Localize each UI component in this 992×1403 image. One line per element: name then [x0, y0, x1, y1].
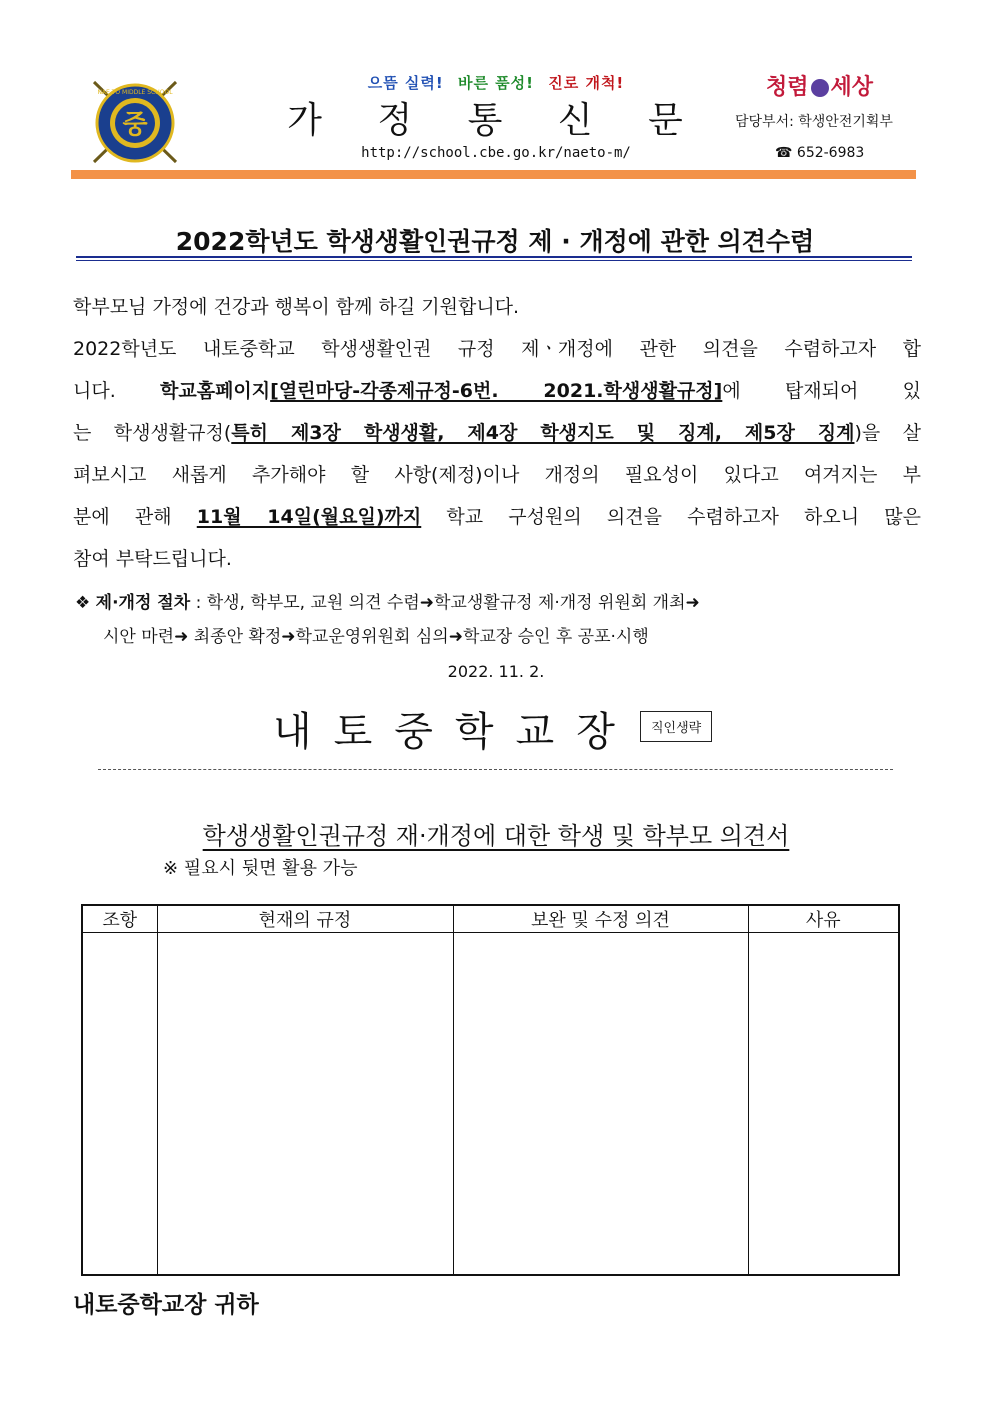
document-title: 2022학년도 학생생활인권규정 제 · 개정에 관한 의견수렴	[175, 227, 815, 256]
opinion-form-title: 학생생활인권규정 재·개정에 대한 학생 및 학부모 의견서	[202, 822, 790, 850]
body-line-3: 니다. 학교홈페이지[열린마당-각종제규정-6번. 2021.학생생활규정]에 탑재되어 있	[73, 380, 921, 402]
slogan-3: 진로 개척!	[548, 74, 625, 92]
body-line-7: 참여 부탁드립니다.	[73, 548, 232, 570]
cut-line	[98, 769, 893, 770]
cell-current-rule-input[interactable]	[157, 933, 453, 1276]
bullet-icon: ❖	[75, 593, 91, 613]
emblem-char: 중	[122, 110, 148, 140]
procedure-line-1: ❖ 제·개정 절차 : 학생, 학부모, 교원 의견 수렴➜학교생활규정 제·개정 위원회 개최➜	[75, 593, 700, 613]
col-article: 조항	[82, 905, 157, 933]
phone-info	[775, 145, 864, 161]
cell-revision-opinion-input[interactable]	[453, 933, 748, 1276]
chapters-highlight: 특히 제3장 학생생활, 제4장 학생지도 및 징계, 제5장 징계	[231, 422, 855, 444]
phone-icon: ☎	[775, 145, 793, 161]
body-line-1: 학부모님 가정에 건강과 행복이 함께 하길 기원합니다.	[73, 296, 520, 318]
school-slogan	[250, 72, 742, 93]
title-underline-thin	[76, 260, 912, 261]
body-text	[73, 286, 921, 580]
addressee: 내토중학교장 귀하	[73, 1292, 259, 1318]
body-line-2: 2022학년도 내토중학교 학생생활인권 규정 제ㆍ개정에 관한 의견을 수렴하고자 합	[73, 338, 921, 360]
brand-left-text: 청렴	[766, 74, 809, 100]
school-emblem	[80, 78, 190, 168]
issue-date: 2022. 11. 2.	[447, 662, 545, 681]
principal-name: 내토중학교장	[273, 709, 637, 755]
title-underline	[76, 256, 912, 258]
procedure-line-2: 시안 마련➜ 최종안 확정➜학교운영위원회 심의➜학교장 승인 후 공포·시행	[103, 627, 649, 647]
integrity-brand-logo	[766, 70, 873, 101]
homepage-path: [열린마당-각종제규정-6번. 2021.학생생활규정]	[270, 380, 723, 402]
newsletter-title: 가 정 통 신 문	[287, 100, 705, 141]
deadline: 11월 14일(월요일)까지	[196, 506, 422, 528]
cell-article-input[interactable]	[82, 933, 157, 1276]
col-current-rule: 현재의 규정	[157, 905, 453, 933]
brand-circle-icon	[811, 79, 829, 97]
brand-right-text: 세상	[830, 74, 874, 100]
slogan-1: 으뜸 실력!	[367, 74, 444, 92]
body-line-5: 펴보시고 새롭게 추가해야 할 사항(제정)이나 개정의 필요성이 있다고 여겨지는 부	[73, 464, 921, 486]
form-note: ※ 필요시 뒷면 활용 가능	[163, 858, 358, 879]
col-reason: 사유	[748, 905, 899, 933]
seal-omitted-box: 직인생략	[640, 711, 712, 742]
body-line-6: 분에 관해 11월 14일(월요일)까지 학교 구성원의 의견을 수렴하고자 하오니 많은	[73, 506, 921, 528]
procedure	[75, 586, 921, 654]
school-url[interactable]: http://school.cbe.go.kr/naeto-m/	[361, 145, 631, 161]
body-line-4: 는 학생생활규정(특히 제3장 학생생활, 제4장 학생지도 및 징계, 제5장 징계)을 살	[73, 422, 921, 444]
procedure-label: 제·개정 절차	[95, 593, 191, 613]
phone-number: 652-6983	[796, 145, 865, 161]
col-revision-opinion: 보완 및 수정 의견	[453, 905, 748, 933]
slogan-2: 바른 품성!	[457, 74, 535, 92]
emblem-text: NAE TO MIDDLE SCHOOL	[97, 89, 173, 96]
department: 담당부서: 학생안전기획부	[735, 114, 893, 130]
header-accent-bar	[71, 170, 916, 179]
cell-reason-input[interactable]	[748, 933, 899, 1276]
opinion-table	[81, 904, 900, 1276]
